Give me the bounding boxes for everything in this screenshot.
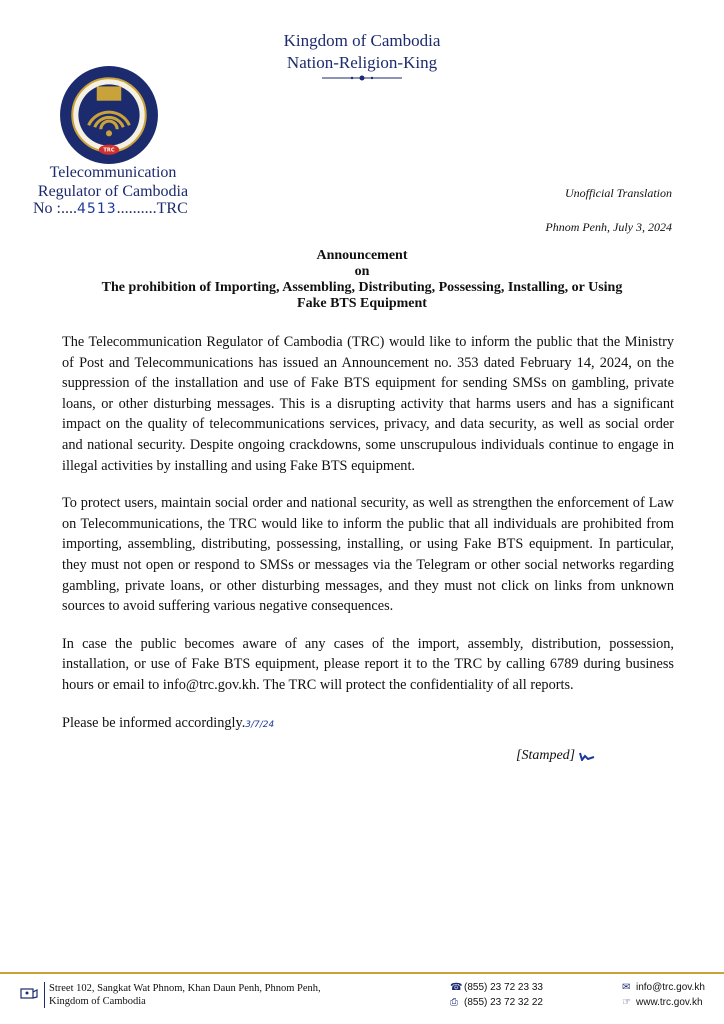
handwritten-initials: 3/7/24 [245,719,275,730]
org-line-2: Regulator of Cambodia [37,183,189,200]
stamped-note [516,748,595,764]
ref-suffix: ..........TRC [116,200,188,217]
kingdom-line-1: Kingdom of Cambodia [283,31,441,50]
fax-number: (855) 23 72 32 22 [464,997,543,1008]
address-line-2: Kingdom of Cambodia [49,996,146,1007]
signature-mark [579,751,595,761]
logo-badge: TRC [103,147,115,154]
phone-number: (855) 23 72 23 33 [464,982,543,993]
title-line-1: Announcement [316,248,408,263]
title-line-3: The prohibition of Importing, Assembling, Distributing, Possessing, Installing, or Using [101,280,623,295]
unofficial-translation-note: Unofficial Translation [564,186,672,200]
paragraph-2: To protect users, maintain social order and national security, as well as strengthen the enforcement of Law on Telecommunications, the TRC would like to inform the public that all individuals are prohibited from importing, assembling, distributing, possessing, installing, or using Fake BTS equipment. In particular, they must not open or respond to SMSs or messages via the Telegram or other social networks regarding gambling, private loans, or other disturbing messages, and they must not click on links from unknown sources to avoid suffering various negative consequences. [62,495,674,615]
footer-divider [0,972,724,974]
announcement-title [0,248,724,312]
ornament-divider [322,74,402,82]
email-link[interactable]: info@trc.gov.kh [636,982,705,993]
closing-text: Please be informed accordingly. [62,714,246,731]
address-line-1: Street 102, Sangkat Wat Phnom, Khan Daun Penh, Phnom Penh, [49,983,321,994]
org-name [28,163,198,201]
footer [0,976,724,1024]
title-line-4: Fake BTS Equipment [297,296,427,311]
ref-handwritten-number: 4513 [77,201,117,217]
reference-number [33,200,188,218]
footer-address [44,982,321,1008]
website-link[interactable]: www.trc.gov.kh [636,997,703,1008]
title-line-2: on [354,264,370,279]
footer-phones [450,980,543,1010]
phone-icon: ☎ [450,982,463,993]
dateline: Phnom Penh, July 3, 2024 [545,220,672,234]
announcement-body [62,332,674,752]
org-line-1: Telecommunication [49,164,177,181]
paragraph-4 [62,713,674,736]
fax-icon: ⎙ [450,997,458,1008]
stamped-label: [Stamped] [516,748,576,763]
footer-contacts [622,980,705,1010]
website-icon: ☞ [622,997,631,1008]
paragraph-3: In case the public becomes aware of any cases of the import, assembly, distribution, possession, installation, or use of Fake BTS equipment, please report it to the TRC by calling 6789 during business hours or email to info@trc.gov.kh. The TRC will protect the confidentiality of all reports. [62,635,674,693]
email-icon: ✉ [622,982,631,993]
kingdom-line-2: Nation-Religion-King [286,53,438,72]
trc-logo [58,64,160,166]
location-icon [20,986,38,1000]
ref-prefix: No :.... [33,200,77,217]
paragraph-1: The Telecommunication Regulator of Cambodia (TRC) would like to inform the public that the Ministry of Post and Telecommunications has issued an Announcement no. 353 dated February 14, 2024, on the suppression of the installation and use of Fake BTS equipment for sending SMSs on gambling, private loans, or other disturbing messages. This is a disrupting activity that harms users and has a significant impact on the quality of telecommunications services, privacy, and data security, as well as social order and national security. Despite ongoing crackdowns, some unscrupulous individuals continue to engage in illegal activities by installing and using Fake BTS equipment. [62,334,674,474]
